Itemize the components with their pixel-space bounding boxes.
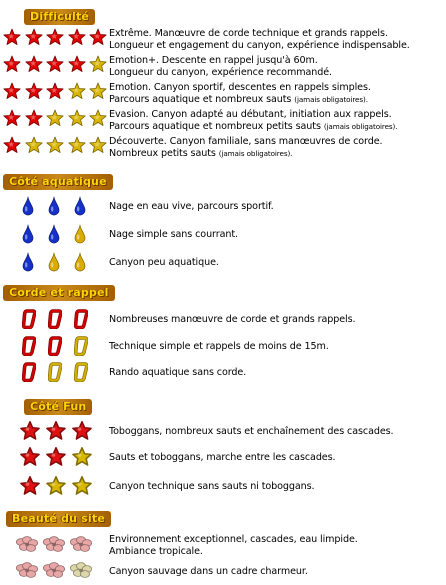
list-item: [0, 447, 446, 469]
row-line1: Emotion. Canyon sportif, descentes en rappels simples.: [109, 82, 371, 93]
row-line1: Emotion+. Descente en rappel jusqu'à 60m.: [109, 55, 318, 66]
row-line2: Ambiance tropicale.: [109, 546, 203, 557]
flower-filled-icon: [15, 536, 39, 554]
row-line1: Environnement exceptionnel, cascades, eau limpide.: [109, 534, 358, 545]
flower-filled-icon: [42, 536, 66, 554]
row-line1: Rando aquatique sans corde.: [109, 367, 247, 378]
row-line1: Canyon peu aquatique.: [109, 257, 219, 268]
list-item: [0, 109, 446, 135]
list-item: [0, 362, 446, 384]
row-line2: Parcours aquatique et nombreux sauts: [109, 94, 292, 105]
drop-empty-icon: [48, 252, 60, 272]
list-item: [0, 28, 446, 54]
carabiner-filled-icon: [74, 309, 88, 329]
row-line1: Canyon technique sans sauts ni toboggans.: [109, 481, 315, 492]
list-item: [0, 55, 446, 81]
row-line1: Evasion. Canyon adapté au débutant, initiation aux rappels.: [109, 109, 392, 120]
splat-filled-icon: [46, 421, 66, 441]
row-line2: Longueur du canyon, expérience recommandé.: [109, 67, 332, 78]
splat-filled-icon: [20, 421, 40, 441]
row-line1: Canyon sauvage dans un cadre charmeur.: [109, 566, 308, 577]
star-filled-icon: [68, 55, 86, 73]
carabiner-filled-icon: [48, 336, 62, 356]
star-filled-icon: [3, 55, 21, 73]
section-title-difficulte: Difficulté: [24, 9, 95, 25]
star-filled-icon: [68, 28, 86, 46]
row-line1: Nage en eau vive, parcours sportif.: [109, 201, 274, 212]
carabiner-filled-icon: [22, 336, 36, 356]
star-filled-icon: [3, 136, 21, 154]
drop-filled-icon: [74, 196, 86, 216]
star-empty-icon: [89, 136, 107, 154]
row-line2-note: (jamais obligatoires).: [294, 95, 368, 104]
star-filled-icon: [25, 28, 43, 46]
section-title-fun: Côté Fun: [24, 399, 92, 415]
star-empty-icon: [89, 109, 107, 127]
drop-empty-icon: [74, 252, 86, 272]
row-line1: Extrême. Manœuvre de corde technique et grands rappels.: [109, 28, 388, 39]
flower-filled-icon: [42, 562, 66, 580]
carabiner-empty-icon: [74, 362, 88, 382]
row-line2: Longueur et engagement du canyon, expérience indispensable.: [109, 40, 410, 51]
carabiner-filled-icon: [22, 362, 36, 382]
list-item: [0, 224, 446, 246]
star-empty-icon: [46, 109, 64, 127]
star-empty-icon: [68, 82, 86, 100]
row-line2: Nombreux petits sauts: [109, 148, 216, 159]
splat-filled-icon: [46, 447, 66, 467]
section-title-corde: Corde et rappel: [3, 285, 115, 301]
carabiner-empty-icon: [74, 336, 88, 356]
star-filled-icon: [25, 109, 43, 127]
carabiner-empty-icon: [48, 362, 62, 382]
star-empty-icon: [68, 109, 86, 127]
row-line1: Découverte. Canyon familiale, sans manœuvres de corde.: [109, 136, 383, 147]
splat-filled-icon: [72, 421, 92, 441]
star-filled-icon: [46, 28, 64, 46]
star-filled-icon: [3, 28, 21, 46]
row-line1: Nombreuses manœuvre de corde et grands rappels.: [109, 314, 356, 325]
row-line1: Nage simple sans courrant.: [109, 229, 238, 240]
star-filled-icon: [25, 55, 43, 73]
splat-filled-icon: [20, 476, 40, 496]
drop-filled-icon: [22, 224, 34, 244]
list-item: [0, 476, 446, 498]
list-item: [0, 309, 446, 331]
row-line2: Parcours aquatique et nombreux petits sauts: [109, 121, 321, 132]
star-empty-icon: [89, 55, 107, 73]
row-line2-note: (jamais obligatoires).: [323, 122, 398, 131]
row-line1: Technique simple et rappels de moins de 15m.: [109, 341, 329, 352]
list-item: [0, 421, 446, 443]
star-filled-icon: [89, 28, 107, 46]
list-item: [0, 562, 446, 584]
star-filled-icon: [3, 109, 21, 127]
carabiner-filled-icon: [48, 309, 62, 329]
star-empty-icon: [68, 136, 86, 154]
splat-empty-icon: [72, 476, 92, 496]
star-filled-icon: [3, 82, 21, 100]
section-title-beaute: Beauté du site: [6, 511, 111, 527]
row-line2-note: (jamais obligatoires).: [218, 149, 293, 158]
row-line1: Toboggans, nombreux sauts et enchaînement des cascades.: [109, 426, 394, 437]
star-filled-icon: [46, 55, 64, 73]
list-item: [0, 82, 446, 108]
flower-filled-icon: [15, 562, 39, 580]
flower-empty-icon: [69, 562, 93, 580]
star-filled-icon: [25, 82, 43, 100]
list-item: [0, 196, 446, 218]
list-item: [0, 534, 446, 560]
section-title-aquatique: Côté aquatique: [3, 174, 113, 190]
row-line1: Sauts et toboggans, marche entre les cascades.: [109, 452, 336, 463]
drop-filled-icon: [22, 252, 34, 272]
star-empty-icon: [25, 136, 43, 154]
list-item: [0, 252, 446, 274]
carabiner-filled-icon: [22, 309, 36, 329]
list-item: [0, 336, 446, 358]
drop-filled-icon: [48, 224, 60, 244]
list-item: [0, 136, 446, 162]
star-empty-icon: [46, 136, 64, 154]
star-filled-icon: [46, 82, 64, 100]
splat-empty-icon: [72, 447, 92, 467]
drop-empty-icon: [74, 224, 86, 244]
flower-filled-icon: [69, 536, 93, 554]
star-empty-icon: [89, 82, 107, 100]
splat-filled-icon: [20, 447, 40, 467]
drop-filled-icon: [48, 196, 60, 216]
splat-empty-icon: [46, 476, 66, 496]
drop-filled-icon: [22, 196, 34, 216]
